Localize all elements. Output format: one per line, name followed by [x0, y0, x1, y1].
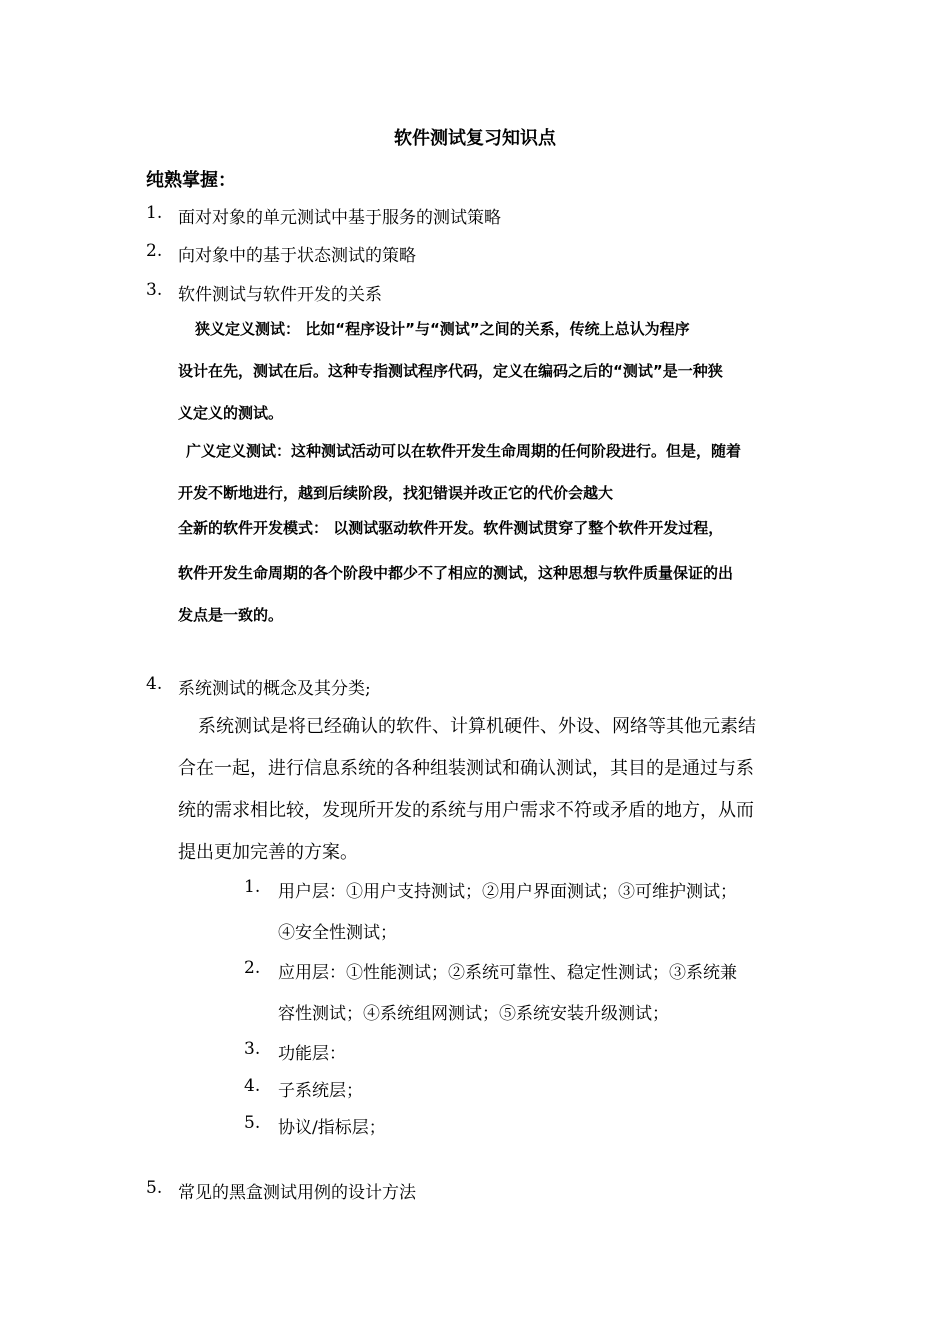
sublist-text: 用户层：①用户支持测试；②用户界面测试；③可维护测试；: [278, 882, 737, 902]
sublist-number: 3.: [244, 1039, 261, 1059]
list-text: 常见的黑盒测试用例的设计方法: [178, 1183, 416, 1203]
paragraph-line: 合在一起，进行信息系统的各种组装测试和确认测试，其目的是通过与系: [178, 758, 754, 779]
list-number: 1.: [146, 203, 163, 223]
definition-line: 义定义的测试。: [178, 404, 284, 422]
paragraph-line: 系统测试是将已经确认的软件、计算机硬件、外设、网络等其他元素结: [198, 716, 756, 737]
page-title: 软件测试复习知识点: [394, 128, 556, 149]
list-text: 向对象中的基于状态测试的策略: [178, 246, 416, 266]
sublist-text: 功能层：: [278, 1044, 346, 1064]
sublist-number: 4.: [244, 1076, 261, 1096]
sublist-number: 1.: [244, 877, 261, 897]
list-text: 面对对象的单元测试中基于服务的测试策略: [178, 208, 501, 228]
sublist-text: 应用层：①性能测试；②系统可靠性、稳定性测试；③系统兼: [278, 963, 737, 983]
definition-line: 设计在先，测试在后。这种专指测试程序代码，定义在编码之后的“测试”是一种狭: [178, 362, 723, 380]
sublist-text: 容性测试；④系统组网测试；⑤系统安装升级测试；: [278, 1004, 669, 1024]
section-heading: 纯熟掌握：: [146, 170, 236, 191]
definition-line: 狭义定义测试： 比如“程序设计”与“测试”之间的关系，传统上总认为程序: [195, 320, 690, 338]
definition-line: 发点是一致的。: [178, 606, 284, 624]
sublist-number: 2.: [244, 958, 261, 978]
definition-line: 软件开发生命周期的各个阶段中都少不了相应的测试，这种思想与软件质量保证的出: [178, 564, 734, 582]
sublist-text: 子系统层；: [278, 1081, 363, 1101]
list-number: 3.: [146, 280, 163, 300]
list-number: 5.: [146, 1178, 163, 1198]
sublist-number: 5.: [244, 1113, 261, 1133]
paragraph-line: 提出更加完善的方案。: [178, 842, 358, 863]
definition-line: 开发不断地进行，越到后续阶段，找犯错误并改正它的代价会越大: [178, 484, 614, 502]
paragraph-line: 统的需求相比较，发现所开发的系统与用户需求不符或矛盾的地方，从而: [178, 800, 754, 821]
sublist-text: ④安全性测试；: [278, 923, 397, 943]
definition-line: 广义定义测试：这种测试活动可以在软件开发生命周期的任何阶段进行。但是，随着: [186, 442, 742, 460]
list-number: 4.: [146, 674, 163, 694]
definition-line: 全新的软件开发模式： 以测试驱动软件开发。软件测试贯穿了整个软件开发过程，: [178, 519, 724, 537]
list-number: 2.: [146, 241, 163, 261]
list-text: 软件测试与软件开发的关系: [178, 285, 382, 305]
sublist-text: 协议/指标层；: [278, 1118, 386, 1138]
list-text: 系统测试的概念及其分类;: [178, 679, 371, 699]
